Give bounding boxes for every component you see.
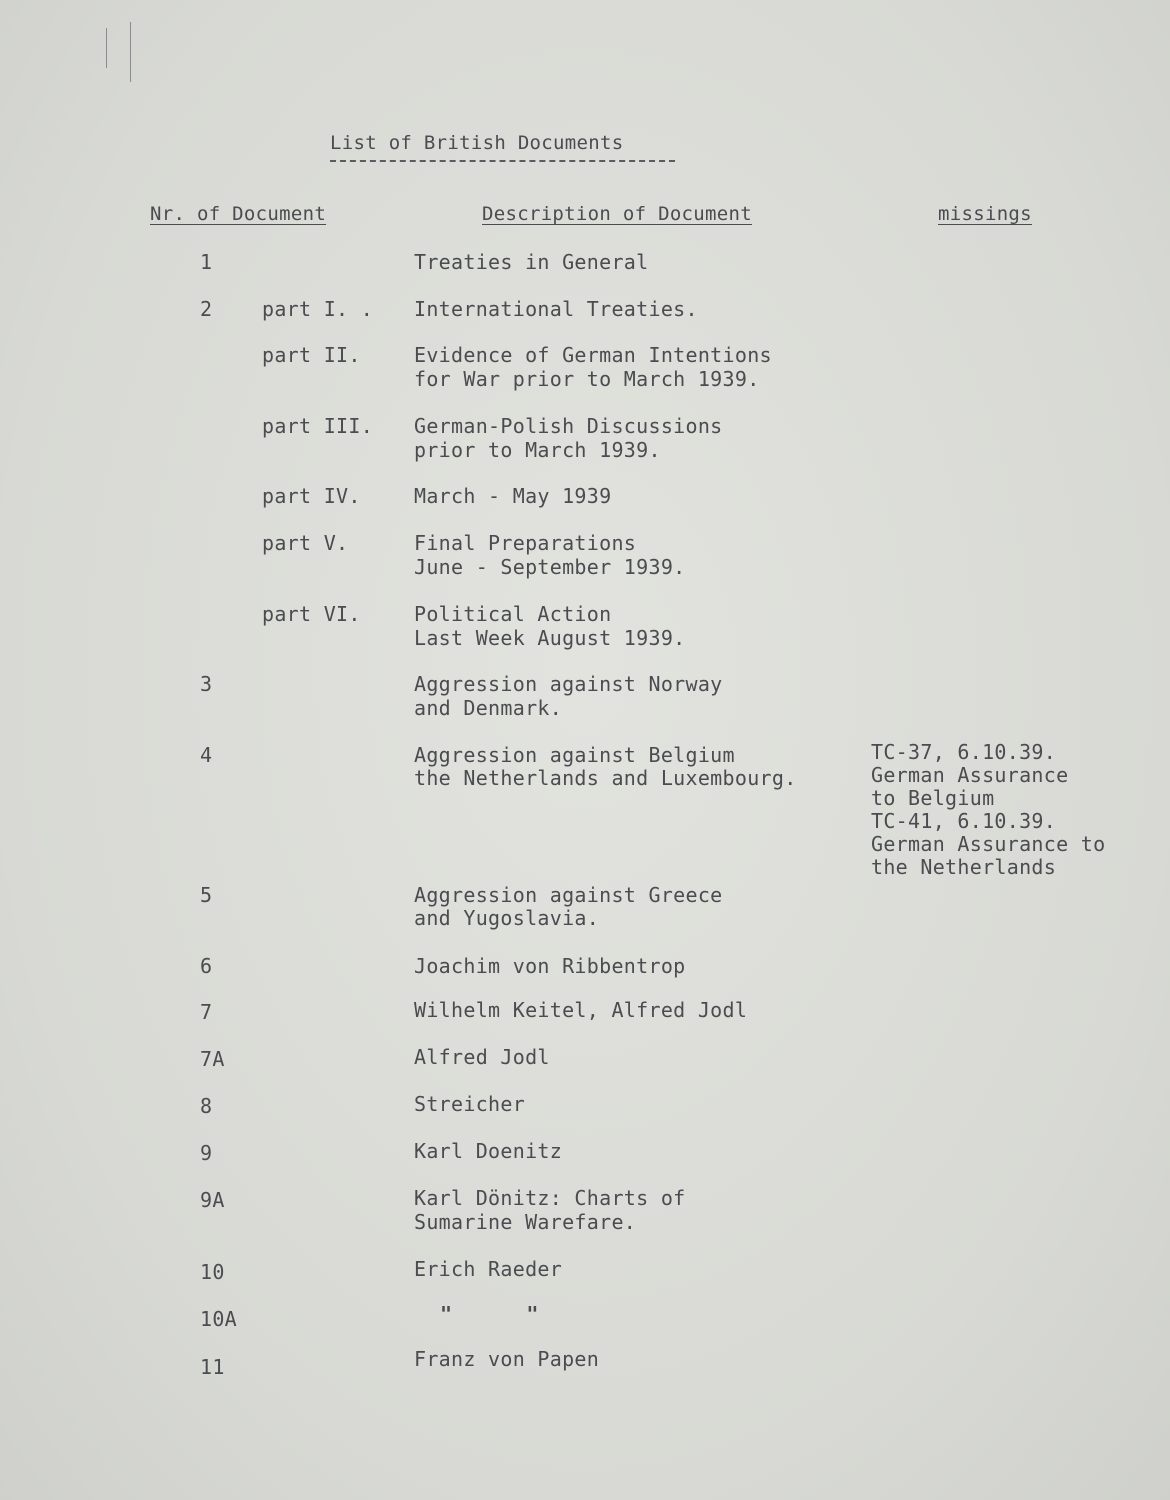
missing-entry: TC-37, 6.10.39. [871,740,1057,764]
document-description: Treaties in General [414,250,649,274]
document-number: 5 [200,883,213,907]
document-part: part VI. [262,602,361,626]
document-description: German-Polish Discussions [414,414,723,438]
document-number: 9 [200,1141,213,1165]
edge-mark [130,22,131,82]
document-description: Aggression against Norway [414,672,723,696]
document-description: the Netherlands and Luxembourg. [414,766,797,790]
document-description: Sumarine Warefare. [414,1210,637,1234]
document-number: 1 [200,250,213,274]
document-part: part II. [262,343,361,367]
document-description: March - May 1939 [414,484,612,508]
document-number: 10A [200,1307,238,1331]
document-description: Last Week August 1939. [414,626,686,650]
document-description: Wilhelm Keitel, Alfred Jodl [414,998,748,1022]
document-description: Streicher [414,1092,526,1116]
document-number: 2 [200,297,213,321]
document-number: 6 [200,954,213,978]
document-description: Karl Doenitz [414,1139,563,1163]
document-number: 9A [200,1188,225,1212]
document-part: part I. . [262,297,374,321]
document-description: Erich Raeder [414,1257,563,1281]
document-description: June - September 1939. [414,555,686,579]
document-description: Political Action [414,602,612,626]
document-description: Evidence of German Intentions [414,343,772,367]
document-number: 8 [200,1094,213,1118]
document-description: and Yugoslavia. [414,906,600,930]
document-description: Aggression against Belgium [414,743,735,767]
ditto-marks: " " [440,1302,539,1326]
document-number: 3 [200,672,213,696]
document-description: Joachim von Ribbentrop [414,954,686,978]
missing-entry: German Assurance [871,763,1069,787]
document-description: Aggression against Greece [414,883,723,907]
document-description: prior to March 1939. [414,438,661,462]
header-document-number: Nr. of Document [150,203,327,225]
document-description: Karl Dönitz: Charts of [414,1186,686,1210]
document-description: for War prior to March 1939. [414,367,760,391]
missing-entry: TC-41, 6.10.39. [871,809,1057,833]
document-description: Franz von Papen [414,1347,600,1371]
document-part: part V. [262,531,349,555]
document-number: 11 [200,1355,225,1379]
document-number: 7 [200,1000,213,1024]
document-number: 10 [200,1260,225,1284]
document-description: International Treaties. [414,297,698,321]
header-description: Description of Document [482,203,752,225]
document-title: List of British Documents [330,132,624,154]
header-missings: missings [938,203,1032,225]
document-description: and Denmark. [414,696,563,720]
document-number: 7A [200,1047,225,1071]
document-description: Final Preparations [414,531,637,555]
title-underline [330,160,675,162]
document-part: part IV. [262,484,361,508]
document-description: Alfred Jodl [414,1045,550,1069]
missing-entry: the Netherlands [871,855,1057,879]
edge-mark [106,28,107,68]
missing-entry: to Belgium [871,786,995,810]
document-number: 4 [200,743,213,767]
document-part: part III. [262,414,374,438]
missing-entry: German Assurance to [871,832,1106,856]
